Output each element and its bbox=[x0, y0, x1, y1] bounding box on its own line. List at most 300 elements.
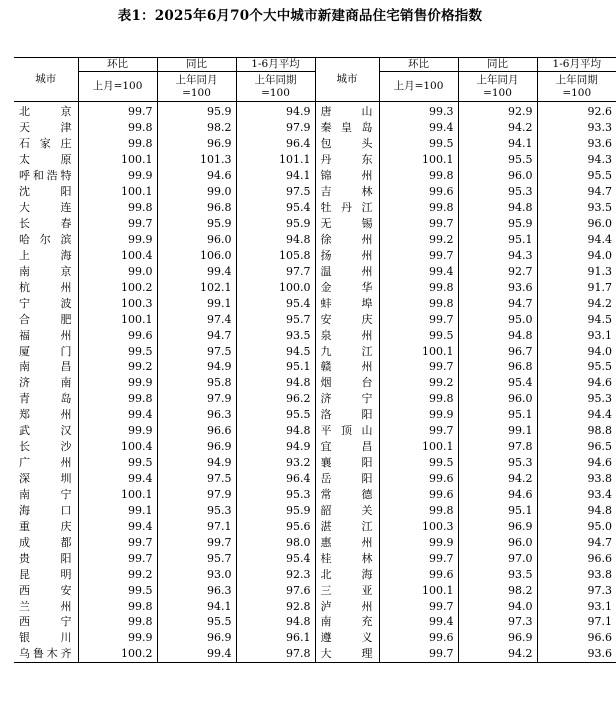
right-yoy-cell: 95.3 bbox=[458, 455, 537, 471]
table-row bbox=[14, 566, 616, 582]
left-avg-cell: 93.2 bbox=[236, 455, 315, 471]
right-city-cell: 南充 bbox=[315, 614, 379, 630]
right-avg-cell: 94.6 bbox=[587, 376, 612, 390]
right-avg-cell: 95.3 bbox=[587, 392, 612, 406]
header-avg-left: 1-6月平均 bbox=[236, 58, 315, 72]
left-mom-cell: 100.2 bbox=[78, 646, 157, 662]
right-mom-cell: 99.8 bbox=[379, 200, 458, 216]
table-body bbox=[14, 102, 616, 663]
left-city-cell: 西安 bbox=[14, 582, 78, 598]
left-mom-cell: 99.8 bbox=[78, 391, 157, 407]
right-yoy-cell: 93.5 bbox=[458, 566, 537, 582]
table-row bbox=[14, 550, 616, 566]
left-mom-cell: 99.8 bbox=[78, 120, 157, 136]
right-avg-cell: 94.7 bbox=[587, 185, 612, 199]
right-mom-cell: 99.6 bbox=[379, 184, 458, 200]
left-yoy-cell: 106.0 bbox=[157, 247, 236, 263]
right-city-cell: 洛阳 bbox=[315, 407, 379, 423]
left-yoy-cell: 96.9 bbox=[157, 630, 236, 646]
left-avg-cell: 95.9 bbox=[236, 216, 315, 232]
header-avg-right: 1-6月平均 bbox=[537, 58, 616, 72]
table-row bbox=[14, 216, 616, 232]
right-city-cell: 扬州 bbox=[315, 247, 379, 263]
left-city-cell: 青岛 bbox=[14, 391, 78, 407]
right-mom-cell: 99.2 bbox=[379, 375, 458, 391]
right-yoy-cell: 95.9 bbox=[458, 216, 537, 232]
right-yoy-cell: 95.3 bbox=[458, 184, 537, 200]
left-mom-cell: 100.4 bbox=[78, 439, 157, 455]
table-row bbox=[14, 375, 616, 391]
left-mom-cell: 99.5 bbox=[78, 343, 157, 359]
right-avg-cell: 94.4 bbox=[587, 408, 612, 422]
left-mom-cell: 99.8 bbox=[78, 136, 157, 152]
left-avg-cell: 96.4 bbox=[236, 136, 315, 152]
right-yoy-cell: 94.8 bbox=[458, 200, 537, 216]
left-city-cell: 宁波 bbox=[14, 295, 78, 311]
right-city-cell: 唐山 bbox=[315, 102, 379, 120]
right-city-cell: 韶关 bbox=[315, 502, 379, 518]
left-city-cell: 广州 bbox=[14, 455, 78, 471]
left-mom-cell: 99.9 bbox=[78, 168, 157, 184]
left-yoy-cell: 97.9 bbox=[157, 487, 236, 503]
right-avg-cell: 93.6 bbox=[587, 137, 612, 151]
right-mom-cell: 99.6 bbox=[379, 630, 458, 646]
left-mom-cell: 99.8 bbox=[78, 200, 157, 216]
header-mom-left: 环比 bbox=[78, 58, 157, 72]
table-row bbox=[14, 391, 616, 407]
right-city-cell: 常德 bbox=[315, 487, 379, 503]
right-avg-cell: 94.2 bbox=[587, 296, 612, 310]
left-mom-cell: 99.2 bbox=[78, 359, 157, 375]
left-city-cell: 长春 bbox=[14, 216, 78, 232]
left-avg-cell: 97.9 bbox=[236, 120, 315, 136]
right-yoy-cell: 94.3 bbox=[458, 247, 537, 263]
left-avg-cell: 97.6 bbox=[236, 582, 315, 598]
right-city-cell: 徐州 bbox=[315, 232, 379, 248]
right-city-cell: 安庆 bbox=[315, 311, 379, 327]
table-row bbox=[14, 646, 616, 662]
table-row bbox=[14, 423, 616, 439]
left-city-cell: 郑州 bbox=[14, 407, 78, 423]
right-city-cell: 牡丹江 bbox=[315, 200, 379, 216]
right-yoy-cell: 94.1 bbox=[458, 136, 537, 152]
left-yoy-cell: 98.2 bbox=[157, 120, 236, 136]
left-city-cell: 贵阳 bbox=[14, 550, 78, 566]
left-avg-cell: 94.8 bbox=[236, 423, 315, 439]
left-yoy-cell: 96.8 bbox=[157, 200, 236, 216]
left-city-cell: 合肥 bbox=[14, 311, 78, 327]
left-yoy-cell: 101.3 bbox=[157, 152, 236, 168]
right-mom-cell: 99.8 bbox=[379, 168, 458, 184]
right-mom-cell: 99.7 bbox=[379, 598, 458, 614]
left-yoy-cell: 96.0 bbox=[157, 232, 236, 248]
left-yoy-cell: 94.9 bbox=[157, 455, 236, 471]
left-city-cell: 呼和浩特 bbox=[14, 168, 78, 184]
left-yoy-cell: 97.4 bbox=[157, 311, 236, 327]
left-avg-cell: 95.4 bbox=[236, 200, 315, 216]
right-avg-cell: 97.3 bbox=[587, 583, 612, 597]
left-avg-cell: 105.8 bbox=[236, 247, 315, 263]
table-row bbox=[14, 136, 616, 152]
left-avg-cell: 95.4 bbox=[236, 295, 315, 311]
right-yoy-cell: 96.0 bbox=[458, 168, 537, 184]
left-yoy-cell: 97.9 bbox=[157, 391, 236, 407]
right-avg-cell: 93.3 bbox=[587, 121, 612, 135]
right-avg-cell: 94.4 bbox=[587, 232, 612, 246]
left-mom-cell: 99.4 bbox=[78, 471, 157, 487]
left-yoy-cell: 94.9 bbox=[157, 359, 236, 375]
header-mom-right: 环比 bbox=[379, 58, 458, 72]
table-row bbox=[14, 534, 616, 550]
right-city-cell: 遵义 bbox=[315, 630, 379, 646]
table-row bbox=[14, 582, 616, 598]
right-yoy-cell: 99.1 bbox=[458, 423, 537, 439]
table-row bbox=[14, 502, 616, 518]
left-city-cell: 成都 bbox=[14, 534, 78, 550]
left-yoy-cell: 94.6 bbox=[157, 168, 236, 184]
header-yoy-base-right: 上年同月 =100 bbox=[458, 72, 537, 102]
right-yoy-cell: 95.1 bbox=[458, 232, 537, 248]
left-avg-cell: 94.8 bbox=[236, 232, 315, 248]
left-yoy-cell: 99.0 bbox=[157, 184, 236, 200]
left-yoy-cell: 99.1 bbox=[157, 295, 236, 311]
left-city-cell: 沈阳 bbox=[14, 184, 78, 200]
left-yoy-cell: 96.9 bbox=[157, 439, 236, 455]
right-yoy-cell: 97.0 bbox=[458, 550, 537, 566]
right-mom-cell: 99.6 bbox=[379, 566, 458, 582]
header-city-right: 城市 bbox=[315, 58, 379, 102]
right-city-cell: 蚌埠 bbox=[315, 295, 379, 311]
left-avg-cell: 92.3 bbox=[236, 566, 315, 582]
left-avg-cell: 97.7 bbox=[236, 263, 315, 279]
table-row bbox=[14, 455, 616, 471]
header-yoy-left: 同比 bbox=[157, 58, 236, 72]
right-mom-cell: 100.1 bbox=[379, 343, 458, 359]
left-yoy-cell: 95.3 bbox=[157, 502, 236, 518]
right-yoy-cell: 96.8 bbox=[458, 359, 537, 375]
right-city-cell: 秦皇岛 bbox=[315, 120, 379, 136]
left-mom-cell: 100.2 bbox=[78, 279, 157, 295]
right-city-cell: 大理 bbox=[315, 646, 379, 662]
right-city-cell: 泸州 bbox=[315, 598, 379, 614]
right-yoy-cell: 94.2 bbox=[458, 120, 537, 136]
right-mom-cell: 99.8 bbox=[379, 279, 458, 295]
left-avg-cell: 94.8 bbox=[236, 375, 315, 391]
right-yoy-cell: 95.4 bbox=[458, 375, 537, 391]
right-avg-cell: 91.7 bbox=[587, 280, 612, 294]
left-mom-cell: 99.5 bbox=[78, 582, 157, 598]
right-mom-cell: 99.9 bbox=[379, 534, 458, 550]
left-mom-cell: 100.1 bbox=[78, 311, 157, 327]
right-avg-cell: 95.5 bbox=[587, 360, 612, 374]
right-mom-cell: 100.3 bbox=[379, 518, 458, 534]
left-yoy-cell: 97.1 bbox=[157, 518, 236, 534]
right-avg-cell: 93.4 bbox=[587, 487, 612, 501]
right-city-cell: 桂林 bbox=[315, 550, 379, 566]
left-city-cell: 海口 bbox=[14, 502, 78, 518]
right-mom-cell: 99.8 bbox=[379, 391, 458, 407]
left-yoy-cell: 95.7 bbox=[157, 550, 236, 566]
left-mom-cell: 99.9 bbox=[78, 375, 157, 391]
left-yoy-cell: 94.1 bbox=[157, 598, 236, 614]
right-avg-cell: 93.5 bbox=[587, 201, 612, 215]
left-city-cell: 南宁 bbox=[14, 487, 78, 503]
left-city-cell: 济南 bbox=[14, 375, 78, 391]
right-avg-cell: 96.6 bbox=[587, 631, 612, 645]
right-yoy-cell: 94.8 bbox=[458, 327, 537, 343]
table-row bbox=[14, 295, 616, 311]
left-avg-cell: 95.3 bbox=[236, 487, 315, 503]
header-avg-base-left: 上年同期 =100 bbox=[236, 72, 315, 102]
right-yoy-cell: 94.2 bbox=[458, 646, 537, 662]
left-mom-cell: 100.3 bbox=[78, 295, 157, 311]
right-avg-cell: 94.7 bbox=[587, 535, 612, 549]
right-city-cell: 岳阳 bbox=[315, 471, 379, 487]
right-mom-cell: 99.7 bbox=[379, 423, 458, 439]
right-yoy-cell: 95.5 bbox=[458, 152, 537, 168]
left-mom-cell: 100.1 bbox=[78, 184, 157, 200]
header-yoy-base-left: 上年同月 =100 bbox=[157, 72, 236, 102]
left-city-cell: 天津 bbox=[14, 120, 78, 136]
right-yoy-cell: 94.2 bbox=[458, 471, 537, 487]
table-row bbox=[14, 311, 616, 327]
header-mom-base-right: 上月=100 bbox=[379, 72, 458, 102]
right-mom-cell: 99.6 bbox=[379, 471, 458, 487]
right-yoy-cell: 98.2 bbox=[458, 582, 537, 598]
table-row bbox=[14, 152, 616, 168]
table-row bbox=[14, 263, 616, 279]
left-city-cell: 南昌 bbox=[14, 359, 78, 375]
left-yoy-cell: 96.3 bbox=[157, 407, 236, 423]
left-city-cell: 银川 bbox=[14, 630, 78, 646]
left-avg-cell: 94.9 bbox=[236, 102, 315, 120]
right-mom-cell: 99.7 bbox=[379, 247, 458, 263]
right-yoy-cell: 97.8 bbox=[458, 439, 537, 455]
right-mom-cell: 99.2 bbox=[379, 232, 458, 248]
right-avg-cell: 96.0 bbox=[587, 217, 612, 231]
header-mom-base-left: 上月=100 bbox=[78, 72, 157, 102]
right-avg-cell: 93.8 bbox=[587, 567, 612, 581]
right-yoy-cell: 93.6 bbox=[458, 279, 537, 295]
left-yoy-cell: 95.8 bbox=[157, 375, 236, 391]
left-avg-cell: 94.8 bbox=[236, 614, 315, 630]
right-city-cell: 济宁 bbox=[315, 391, 379, 407]
right-mom-cell: 99.5 bbox=[379, 455, 458, 471]
table-row bbox=[14, 359, 616, 375]
right-city-cell: 烟台 bbox=[315, 375, 379, 391]
left-yoy-cell: 96.3 bbox=[157, 582, 236, 598]
left-avg-cell: 95.5 bbox=[236, 407, 315, 423]
right-city-cell: 平顶山 bbox=[315, 423, 379, 439]
left-city-cell: 石家庄 bbox=[14, 136, 78, 152]
right-mom-cell: 100.1 bbox=[379, 582, 458, 598]
table-row bbox=[14, 471, 616, 487]
left-yoy-cell: 96.9 bbox=[157, 136, 236, 152]
left-avg-cell: 95.6 bbox=[236, 518, 315, 534]
left-avg-cell: 95.4 bbox=[236, 550, 315, 566]
right-mom-cell: 99.5 bbox=[379, 136, 458, 152]
right-avg-cell: 94.3 bbox=[587, 153, 612, 167]
table-row bbox=[14, 439, 616, 455]
right-avg-cell: 92.6 bbox=[587, 105, 612, 119]
header-city-left: 城市 bbox=[14, 58, 78, 102]
right-city-cell: 无锡 bbox=[315, 216, 379, 232]
left-avg-cell: 96.2 bbox=[236, 391, 315, 407]
right-yoy-cell: 96.7 bbox=[458, 343, 537, 359]
left-avg-cell: 94.9 bbox=[236, 439, 315, 455]
left-mom-cell: 99.8 bbox=[78, 598, 157, 614]
right-yoy-cell: 92.9 bbox=[458, 102, 537, 120]
left-avg-cell: 94.5 bbox=[236, 343, 315, 359]
right-yoy-cell: 95.1 bbox=[458, 502, 537, 518]
right-mom-cell: 99.4 bbox=[379, 263, 458, 279]
table-row bbox=[14, 614, 616, 630]
right-city-cell: 惠州 bbox=[315, 534, 379, 550]
left-yoy-cell: 95.9 bbox=[157, 216, 236, 232]
left-city-cell: 武汉 bbox=[14, 423, 78, 439]
left-mom-cell: 99.7 bbox=[78, 550, 157, 566]
right-yoy-cell: 95.1 bbox=[458, 407, 537, 423]
right-city-cell: 金华 bbox=[315, 279, 379, 295]
left-mom-cell: 99.9 bbox=[78, 423, 157, 439]
right-mom-cell: 99.9 bbox=[379, 407, 458, 423]
right-mom-cell: 99.7 bbox=[379, 359, 458, 375]
left-city-cell: 大连 bbox=[14, 200, 78, 216]
right-mom-cell: 99.3 bbox=[379, 102, 458, 120]
left-avg-cell: 98.0 bbox=[236, 534, 315, 550]
right-mom-cell: 99.6 bbox=[379, 487, 458, 503]
left-city-cell: 重庆 bbox=[14, 518, 78, 534]
left-city-cell: 兰州 bbox=[14, 598, 78, 614]
left-yoy-cell: 99.7 bbox=[157, 534, 236, 550]
right-avg-cell: 94.6 bbox=[587, 456, 612, 470]
right-yoy-cell: 96.9 bbox=[458, 518, 537, 534]
left-mom-cell: 99.9 bbox=[78, 232, 157, 248]
right-avg-cell: 91.3 bbox=[587, 264, 612, 278]
left-avg-cell: 97.5 bbox=[236, 184, 315, 200]
right-mom-cell: 99.5 bbox=[379, 327, 458, 343]
right-avg-cell: 94.0 bbox=[587, 344, 612, 358]
right-avg-cell: 98.8 bbox=[587, 424, 612, 438]
right-mom-cell: 99.7 bbox=[379, 216, 458, 232]
right-yoy-cell: 97.3 bbox=[458, 614, 537, 630]
left-yoy-cell: 99.4 bbox=[157, 263, 236, 279]
left-avg-cell: 95.9 bbox=[236, 502, 315, 518]
left-city-cell: 长沙 bbox=[14, 439, 78, 455]
table-row bbox=[14, 407, 616, 423]
table-row bbox=[14, 598, 616, 614]
left-city-cell: 上海 bbox=[14, 247, 78, 263]
right-yoy-cell: 96.0 bbox=[458, 534, 537, 550]
left-mom-cell: 99.4 bbox=[78, 518, 157, 534]
right-avg-cell: 93.1 bbox=[587, 599, 612, 613]
table-row bbox=[14, 518, 616, 534]
right-city-cell: 九江 bbox=[315, 343, 379, 359]
right-avg-cell: 94.8 bbox=[587, 503, 612, 517]
header-avg-base-right: 上年同期 =100 bbox=[537, 72, 616, 102]
right-city-cell: 赣州 bbox=[315, 359, 379, 375]
right-city-cell: 包头 bbox=[315, 136, 379, 152]
left-mom-cell: 99.7 bbox=[78, 102, 157, 120]
left-city-cell: 北京 bbox=[14, 102, 78, 120]
table-row bbox=[14, 200, 616, 216]
left-avg-cell: 94.1 bbox=[236, 168, 315, 184]
table-row bbox=[14, 630, 616, 646]
left-city-cell: 哈尔滨 bbox=[14, 232, 78, 248]
right-yoy-cell: 94.6 bbox=[458, 487, 537, 503]
right-city-cell: 襄阳 bbox=[315, 455, 379, 471]
right-yoy-cell: 94.0 bbox=[458, 598, 537, 614]
right-avg-cell: 96.5 bbox=[587, 440, 612, 454]
left-avg-cell: 95.1 bbox=[236, 359, 315, 375]
table-title: 表1：2025年6月70个大中城市新建商品住宅销售价格指数 bbox=[117, 8, 483, 24]
right-yoy-cell: 94.7 bbox=[458, 295, 537, 311]
left-city-cell: 西宁 bbox=[14, 614, 78, 630]
right-city-cell: 湛江 bbox=[315, 518, 379, 534]
right-yoy-cell: 95.0 bbox=[458, 311, 537, 327]
table-row bbox=[14, 343, 616, 359]
left-mom-cell: 99.6 bbox=[78, 327, 157, 343]
right-mom-cell: 99.4 bbox=[379, 120, 458, 136]
right-city-cell: 锦州 bbox=[315, 168, 379, 184]
left-avg-cell: 101.1 bbox=[236, 152, 315, 168]
left-yoy-cell: 97.5 bbox=[157, 471, 236, 487]
left-city-cell: 太原 bbox=[14, 152, 78, 168]
table-row bbox=[14, 168, 616, 184]
right-city-cell: 北海 bbox=[315, 566, 379, 582]
right-city-cell: 泉州 bbox=[315, 327, 379, 343]
right-mom-cell: 99.7 bbox=[379, 646, 458, 662]
table-row bbox=[14, 120, 616, 136]
right-yoy-cell: 92.7 bbox=[458, 263, 537, 279]
left-yoy-cell: 97.5 bbox=[157, 343, 236, 359]
right-avg-cell: 95.0 bbox=[587, 519, 612, 533]
left-city-cell: 厦门 bbox=[14, 343, 78, 359]
left-mom-cell: 99.0 bbox=[78, 263, 157, 279]
right-mom-cell: 99.7 bbox=[379, 311, 458, 327]
table-row bbox=[14, 327, 616, 343]
left-avg-cell: 95.7 bbox=[236, 311, 315, 327]
left-mom-cell: 99.5 bbox=[78, 455, 157, 471]
right-avg-cell: 97.1 bbox=[587, 615, 612, 629]
price-index-table bbox=[14, 57, 616, 663]
right-city-cell: 丹东 bbox=[315, 152, 379, 168]
left-avg-cell: 96.4 bbox=[236, 471, 315, 487]
right-mom-cell: 99.8 bbox=[379, 295, 458, 311]
left-yoy-cell: 96.6 bbox=[157, 423, 236, 439]
left-mom-cell: 99.4 bbox=[78, 407, 157, 423]
right-avg-cell: 94.0 bbox=[587, 248, 612, 262]
left-city-cell: 南京 bbox=[14, 263, 78, 279]
right-city-cell: 温州 bbox=[315, 263, 379, 279]
table-row bbox=[14, 247, 616, 263]
left-mom-cell: 99.1 bbox=[78, 502, 157, 518]
left-mom-cell: 100.1 bbox=[78, 152, 157, 168]
right-avg-cell: 93.6 bbox=[537, 646, 616, 662]
right-avg-cell: 93.1 bbox=[587, 328, 612, 342]
left-city-cell: 昆明 bbox=[14, 566, 78, 582]
right-avg-cell: 95.5 bbox=[587, 169, 612, 183]
left-mom-cell: 99.9 bbox=[78, 630, 157, 646]
right-mom-cell: 99.4 bbox=[379, 614, 458, 630]
left-city-cell: 杭州 bbox=[14, 279, 78, 295]
left-mom-cell: 99.8 bbox=[78, 614, 157, 630]
left-yoy-cell: 95.5 bbox=[157, 614, 236, 630]
left-yoy-cell: 102.1 bbox=[157, 279, 236, 295]
left-city-cell: 乌鲁木齐 bbox=[14, 646, 78, 662]
table-row bbox=[14, 487, 616, 503]
left-avg-cell: 92.8 bbox=[236, 598, 315, 614]
